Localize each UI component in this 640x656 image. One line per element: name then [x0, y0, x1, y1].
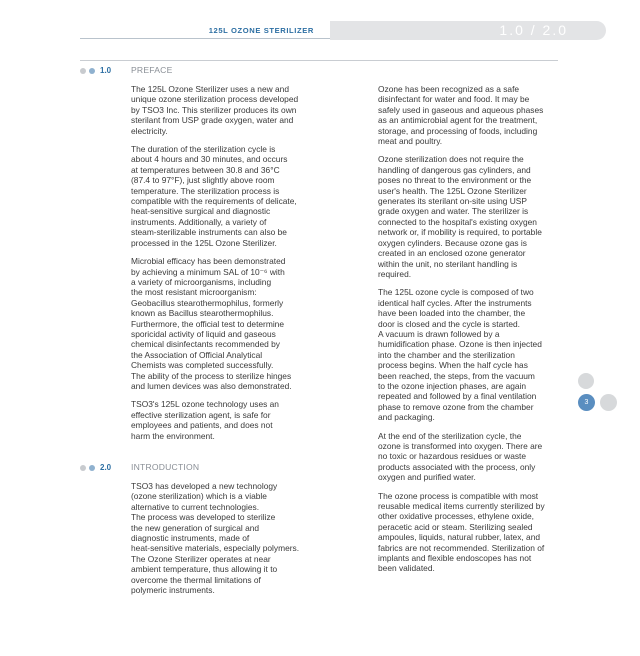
text-line: steam-sterilizable instruments can also be — [131, 227, 287, 238]
section-range-tab — [330, 21, 606, 40]
text-line: The duration of the sterilization cycle is — [131, 144, 276, 155]
text-line: Ozone has been recognized as a safe — [378, 84, 520, 94]
right-column — [378, 84, 568, 582]
text-line: effective sterilization agent, is safe for — [131, 409, 271, 420]
text-line: (87.4 to 97°F), just slightly above room — [131, 175, 275, 186]
text-line: been reached, the steps, from the vacuum — [378, 370, 535, 381]
text-line: phase to remove ozone from the chamber — [378, 401, 534, 412]
section-name: INTRODUCTION — [131, 462, 200, 472]
text-line: overcome the thermal limitations of — [131, 574, 261, 585]
text-line: products associated with the process, only — [378, 461, 536, 472]
text-line: ambient temperature, thus allowing it to — [131, 564, 278, 575]
current-page-indicator[interactable] — [578, 394, 595, 411]
header-divider — [80, 60, 558, 61]
text-line: at temperatures between 30.8 and 36°C — [131, 164, 280, 175]
section-number: 1.0 — [100, 66, 112, 75]
text-line: electricity. — [131, 125, 168, 136]
text-line: safely used in gaseous and aqueous phases — [378, 104, 544, 115]
text-line: Chemists was completed successfully. — [131, 360, 274, 371]
text-line: At the end of the sterilization cycle, the — [378, 430, 522, 441]
text-line: and packaging. — [378, 412, 435, 423]
introduction-paragraph — [131, 481, 321, 595]
preface-paragraph — [131, 84, 321, 136]
text-line: process begins. When the half cycle has — [378, 360, 528, 371]
text-line: known as Bacillus stearothermophilus. — [131, 308, 274, 319]
section-range-label: 1.0 / 2.0 — [499, 22, 568, 38]
text-line: The ozone process is compatible with most — [378, 490, 539, 501]
text-line: temperature. The sterilization process is — [131, 185, 280, 196]
section-heading-preface — [80, 65, 280, 77]
preface-paragraph — [131, 144, 321, 248]
text-line: ampoules, liquids, natural rubber, latex, and — [378, 532, 541, 543]
text-line: the Association of Official Analytical — [131, 349, 263, 360]
text-line: processed in the 125L Ozone Sterilizer. — [131, 237, 277, 248]
text-line: have been loaded into the chamber, the — [378, 308, 526, 319]
text-line: sporicidal activity of liquid and gaseous — [131, 328, 276, 339]
header-rule — [80, 38, 332, 39]
text-line: network or, if mobility is required, to portable — [378, 227, 542, 238]
bullet-dot-icon — [80, 68, 86, 74]
text-line: (ozone sterilization) which is a viable — [131, 491, 267, 502]
preface-paragraph — [131, 256, 321, 391]
text-line: by achieving a minimum SAL of 10⁻⁶ with — [131, 266, 285, 277]
text-line: as an antimicrobial agent for the treatment, — [378, 115, 538, 126]
text-line: The ability of the process to sterilize hinges — [131, 370, 292, 381]
previous-page-button[interactable] — [578, 373, 594, 389]
text-line: a variety of microorganisms, including — [131, 276, 272, 287]
text-line: Ozone sterilization does not require the — [378, 154, 524, 165]
bullet-dot-icon — [89, 465, 95, 471]
bullet-dot-icon — [80, 465, 86, 471]
text-line: generates its sterilant on-site using USP — [378, 196, 527, 207]
text-line: within the unit, no sterilant handling is — [378, 258, 518, 269]
text-line: Geobacillus stearothermophilus, formerly — [131, 297, 284, 308]
text-line: reusable medical items currently sterilized by — [378, 501, 545, 512]
text-line: handling of dangerous gas cylinders, and — [378, 164, 531, 175]
text-line: oxygen and purified water. — [378, 472, 476, 483]
bullet-dot-icon — [89, 68, 95, 74]
text-line: harm the environment. — [131, 430, 215, 441]
preface-column — [131, 84, 321, 449]
text-line: by TSO3 Inc. This sterilizer produces its own — [131, 104, 297, 115]
text-line: implants and flexible endoscopes has not — [378, 553, 532, 564]
text-line: chemical disinfectants recommended by — [131, 339, 280, 350]
section-name: PREFACE — [131, 65, 173, 75]
text-line: humidification phase. Ozone is then injected — [378, 339, 542, 350]
body-paragraph — [378, 491, 568, 574]
text-line: created in an enclosed ozone generator — [378, 248, 526, 259]
text-line: instruments. Additionally, a variety of — [131, 216, 267, 227]
text-line: identical half cycles. After the instruments — [378, 297, 532, 308]
text-line: to the ozone injection phases, are again — [378, 380, 527, 391]
text-line: heat-sensitive surgical and diagnostic — [131, 206, 271, 217]
next-page-button[interactable] — [600, 394, 617, 411]
text-line: The 125L Ozone Sterilizer uses a new and — [131, 84, 289, 94]
text-line: diagnostic instruments, made of — [131, 533, 250, 544]
text-line: disinfectant for water and food. It may be — [378, 94, 530, 105]
text-line: door is closed and the cycle is started. — [378, 318, 520, 329]
text-line: oxygen cylinders. Because ozone gas is — [378, 237, 527, 248]
text-line: polymeric instruments. — [131, 585, 215, 596]
text-line: about 4 hours and 30 minutes, and occurs — [131, 154, 288, 165]
body-paragraph — [378, 154, 568, 279]
preface-paragraph — [131, 399, 321, 441]
text-line: alternative to current technologies. — [131, 501, 260, 512]
text-line: sterilant from USP grade oxygen, water and — [131, 115, 294, 126]
text-line: TSO3's 125L ozone technology uses an — [131, 399, 279, 410]
text-line: storage, and processing of foods, including — [378, 125, 538, 136]
section-number: 2.0 — [100, 463, 112, 472]
text-line: The 125L ozone cycle is composed of two — [378, 287, 534, 298]
text-line: heat-sensitive materials, especially polymers. — [131, 543, 300, 554]
text-line: connected to the hospital's existing oxygen — [378, 216, 537, 227]
text-line: and lumen devices was also demonstrated. — [131, 380, 292, 391]
text-line: been validated. — [378, 563, 435, 574]
body-paragraph — [378, 287, 568, 422]
text-line: compatible with the requirements of delicate, — [131, 196, 297, 207]
text-line: ozone is transformed into oxygen. There are — [378, 441, 543, 451]
text-line: employees and patients, and does not — [131, 420, 273, 431]
text-line: repeated and followed by a final ventilation — [378, 391, 537, 402]
text-line: peracetic acid or steam. Sterilizing sealed — [378, 521, 533, 532]
introduction-column — [131, 481, 321, 603]
text-line: the most resistant microorganism: — [131, 287, 257, 298]
current-page-number: 3 — [584, 399, 589, 406]
text-line: Microbial efficacy has been demonstrated — [131, 256, 286, 267]
text-line: unique ozone sterilization process developed — [131, 94, 299, 105]
text-line: Furthermore, the official test to determine — [131, 318, 284, 329]
text-line: fabrics are not recommended. Sterilization of — [378, 542, 545, 553]
text-line: The Ozone Sterilizer operates at near — [131, 553, 271, 564]
text-line: no toxic or hazardous residues or waste — [378, 451, 527, 462]
body-paragraph — [378, 431, 568, 483]
body-paragraph — [378, 84, 568, 146]
text-line: other oxidative processes, ethylene oxide, — [378, 511, 534, 522]
text-line: meat and poultry. — [378, 136, 443, 147]
text-line: into the chamber and the sterilization — [378, 349, 515, 360]
text-line: The process was developed to sterilize — [131, 512, 276, 523]
text-line: the new generation of surgical and — [131, 522, 260, 533]
text-line: TSO3 has developed a new technology — [131, 481, 278, 491]
text-line: poses no threat to the environment or the — [378, 175, 532, 186]
text-line: required. — [378, 268, 412, 279]
document-title: 125L OZONE STERILIZER — [208, 26, 314, 35]
text-line: grade oxygen and water. The sterilizer is — [378, 206, 529, 217]
text-line: A vacuum is drawn followed by a — [378, 328, 500, 339]
text-line: user's health. The 125L Ozone Sterilizer — [378, 185, 527, 196]
section-heading-introduction — [80, 462, 280, 474]
